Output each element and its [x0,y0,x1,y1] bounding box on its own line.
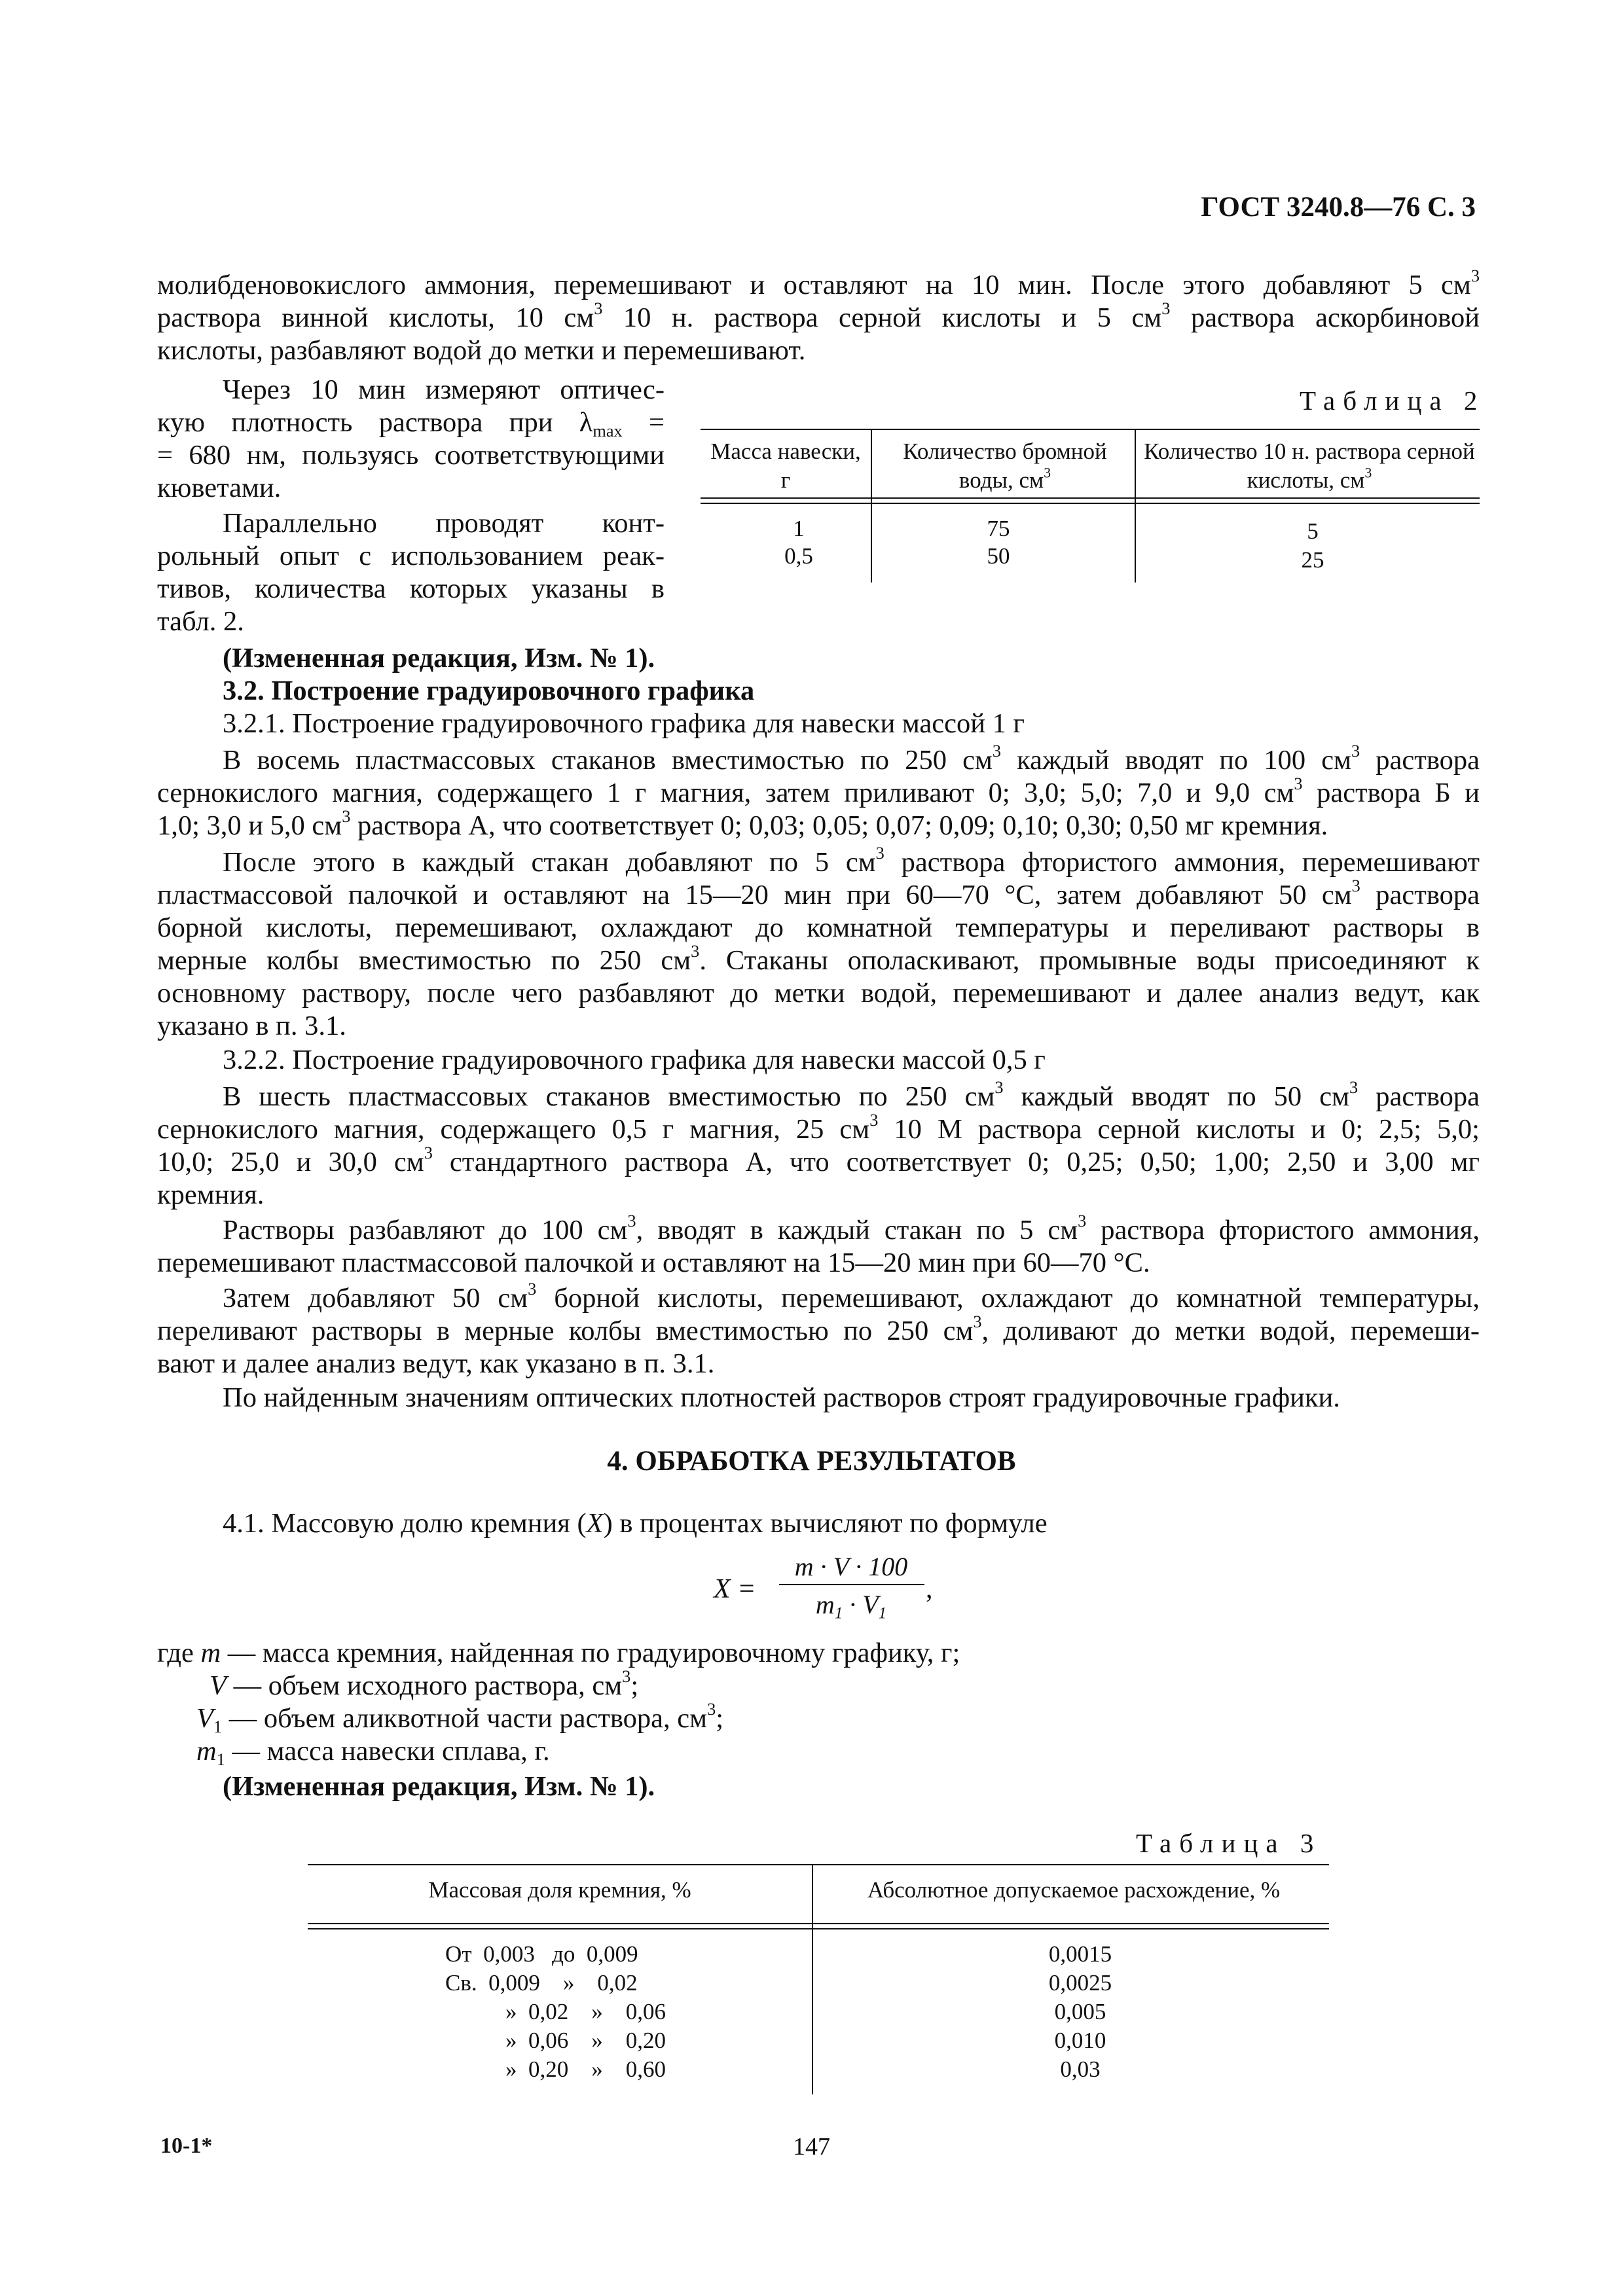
table2-header-bromine: Количество бромной воды, $см^3$ [903,439,1107,493]
table3-caption: Таблица 3 [1136,1828,1322,1858]
amendment-note-1: (Измененная редакция, Изм. № 1). [223,643,655,673]
formula-lhs: X = [714,1574,756,1604]
table3-range: » 0,06 » 0,20 [505,2028,666,2053]
footer-signature-mark: 10-1* [160,2134,213,2158]
section-4-title: 4. ОБРАБОТКА РЕЗУЛЬТАТОВ [607,1446,1016,1477]
table2-cell: 75 [987,516,1010,541]
side-line-3: = 680 нм, пользуясь соответствующими [157,440,665,471]
formula-denominator: $m_1 \cdot V_1$ [815,1590,887,1623]
table2-cell: 1 [793,516,805,541]
table2-cell: 50 [987,543,1010,569]
formula-numerator: m · V · 100 [794,1552,908,1581]
table2-header-mass: Масса навески, г [710,439,861,493]
table3-value: 0,03 [1060,2056,1101,2082]
where-line: $V_1$ — объем аликвотной части раствора, $см^3$; [196,1700,724,1736]
table2-header-acid: Количество 10 н. раствора серной кислоты, $см^3$ [1144,439,1475,493]
side-line-6: рольный опыт с использованием реак- [157,541,665,571]
paragraph-line: борной кислоты, перемешивают, охлаждают до комнатной температуры и переливают растворы в [157,912,1480,943]
table2-caption: Таблица 2 [1300,386,1486,416]
paragraph-line: кремния. [157,1179,264,1210]
amendment-note-2: (Измененная редакция, Изм. № 1). [223,1771,655,1802]
paragraph-line: мерные колбы вместимостью по 250 $см^3$. Стаканы ополаскивают, промывные воды присоединяют к [157,942,1480,976]
paragraph-4-1: 4.1. Массовую долю кремния (X) в процентах вычисляют по формуле [223,1508,1048,1539]
side-line-4: кюветами. [157,473,282,503]
table3-header-tolerance: Абсолютное допускаемое расхождение, % [867,1877,1281,1903]
paragraph-line: Затем добавляют 50 $см^3$ борной кислоты, перемешивают, охлаждают до комнатной температуры, [223,1280,1480,1314]
paragraph-line: сернокислого магния, содержащего 0,5 г магния, 25 $см^3$ 10 М раствора серной кислоты и 0; 2,5; 5,0; [157,1111,1480,1145]
formula-tail: , [926,1574,933,1604]
paragraph-line: По найденным значениям оптических плотностей растворов строят градуировочные графики. [223,1382,1340,1413]
where-line: $m_1$ — масса навески сплава, г. [196,1736,550,1769]
paragraph-line: 1,0; 3,0 и 5,0 $см^3$ раствора А, что соответствует 0; 0,03; 0,05; 0,07; 0,09; 0,10; 0,30; 0,50 мг кремния. [157,807,1328,841]
page-number: 147 [793,2133,830,2161]
table3-value: 0,010 [1054,2028,1106,2053]
heading-3-2-1: 3.2.1. Построение градуировочного графика для навески массой 1 г [223,708,1025,739]
where-line: где m — масса кремния, найденная по градуировочному графику, г; [157,1638,960,1668]
heading-3-2-2: 3.2.2. Построение градуировочного графика для навески массой 0,5 г [223,1045,1046,1075]
side-line-1: Через 10 мин измеряют оптичес- [223,374,665,405]
table2-cell: 25 [1301,547,1324,573]
table3-range: Св. 0,009 » 0,02 [445,1970,638,1996]
table3-value: 0,0015 [1048,1941,1112,1967]
table2-cell: 0,5 [784,543,813,569]
table3-header-mass-fraction: Массовая доля кремния, % [428,1877,691,1903]
side-line-8: табл. 2. [157,606,244,637]
paragraph-line: переливают растворы в мерные колбы вместимостью по 250 $см^3$, доливают до метки водой, перемеши- [157,1312,1480,1346]
paragraph-line: Растворы разбавляют до 100 $см^3$, вводят в каждый стакан по 5 $см^3$ раствора фтористого аммония, [223,1211,1480,1246]
intro-line-2: раствора винной кислоты, 10 $см^3$ 10 н. раствора серной кислоты и 5 $см^3$ раствора аскорбиновой [157,299,1480,333]
side-line-2: кую плотность раствора при $\lambda_{max}$ = [157,407,665,440]
paragraph-line: перемешивают пластмассовой палочкой и оставляют на 15—20 мин при 60—70 °С. [157,1247,1150,1278]
paragraph-line: В восемь пластмассовых стаканов вместимостью по 250 $см^3$ каждый вводят по 100 $см^3$ раствора [223,742,1480,776]
paragraph-line: 10,0; 25,0 и 30,0 $см^3$ стандартного раствора А, что соответствует 0; 0,25; 0,50; 1,00; 2,50 и 3,00 мг [157,1143,1480,1177]
side-line-5: Параллельно проводят конт- [223,508,665,539]
paragraph-line: указано в п. 3.1. [157,1011,346,1041]
where-line: V — объем исходного раствора, $см^3$; [210,1667,639,1701]
table3-range: » 0,02 » 0,06 [505,1999,666,2024]
paragraph-line: После этого в каждый стакан добавляют по 5 $см^3$ раствора фтористого аммония, перемешивают [223,844,1480,878]
table3-value: 0,005 [1054,1999,1106,2024]
paragraph-line: пластмассовой палочкой и оставляют на 15—20 мин при 60—70 °С, затем добавляют 50 $см^3$ раствора [157,876,1480,910]
paragraph-line: сернокислого магния, содержащего 1 г магния, затем приливают 0; 3,0; 5,0; 7,0 и 9,0 $см^3$ раствора Б и [157,774,1480,808]
table3-range: От 0,003 до 0,009 [445,1941,638,1967]
side-line-7: тивов, количества которых указаны в [157,573,665,604]
intro-line-1: молибденовокислого аммония, перемешивают и оставляют на 10 мин. После этого добавляют 5 $см^3$ [157,266,1480,300]
paragraph-line: вают и далее анализ ведут, как указано в п. 3.1. [157,1348,715,1379]
paragraph-line: В шесть пластмассовых стаканов вместимостью по 250 $см^3$ каждый вводят по 50 $см^3$ раствора [223,1078,1480,1112]
table3-range: » 0,20 » 0,60 [505,2056,666,2082]
table2-cell: 5 [1307,518,1319,544]
paragraph-line: основному раствору, после чего разбавляют до метки водой, перемешивают и далее анализ ведут, как [157,978,1480,1009]
table3-value: 0,0025 [1048,1970,1112,1996]
heading-3-2: 3.2. Построение градуировочного графика [223,675,755,706]
running-title: ГОСТ 3240.8—76 С. 3 [1201,192,1476,223]
intro-line-3: кислоты, разбавляют водой до метки и перемешивают. [157,335,806,366]
